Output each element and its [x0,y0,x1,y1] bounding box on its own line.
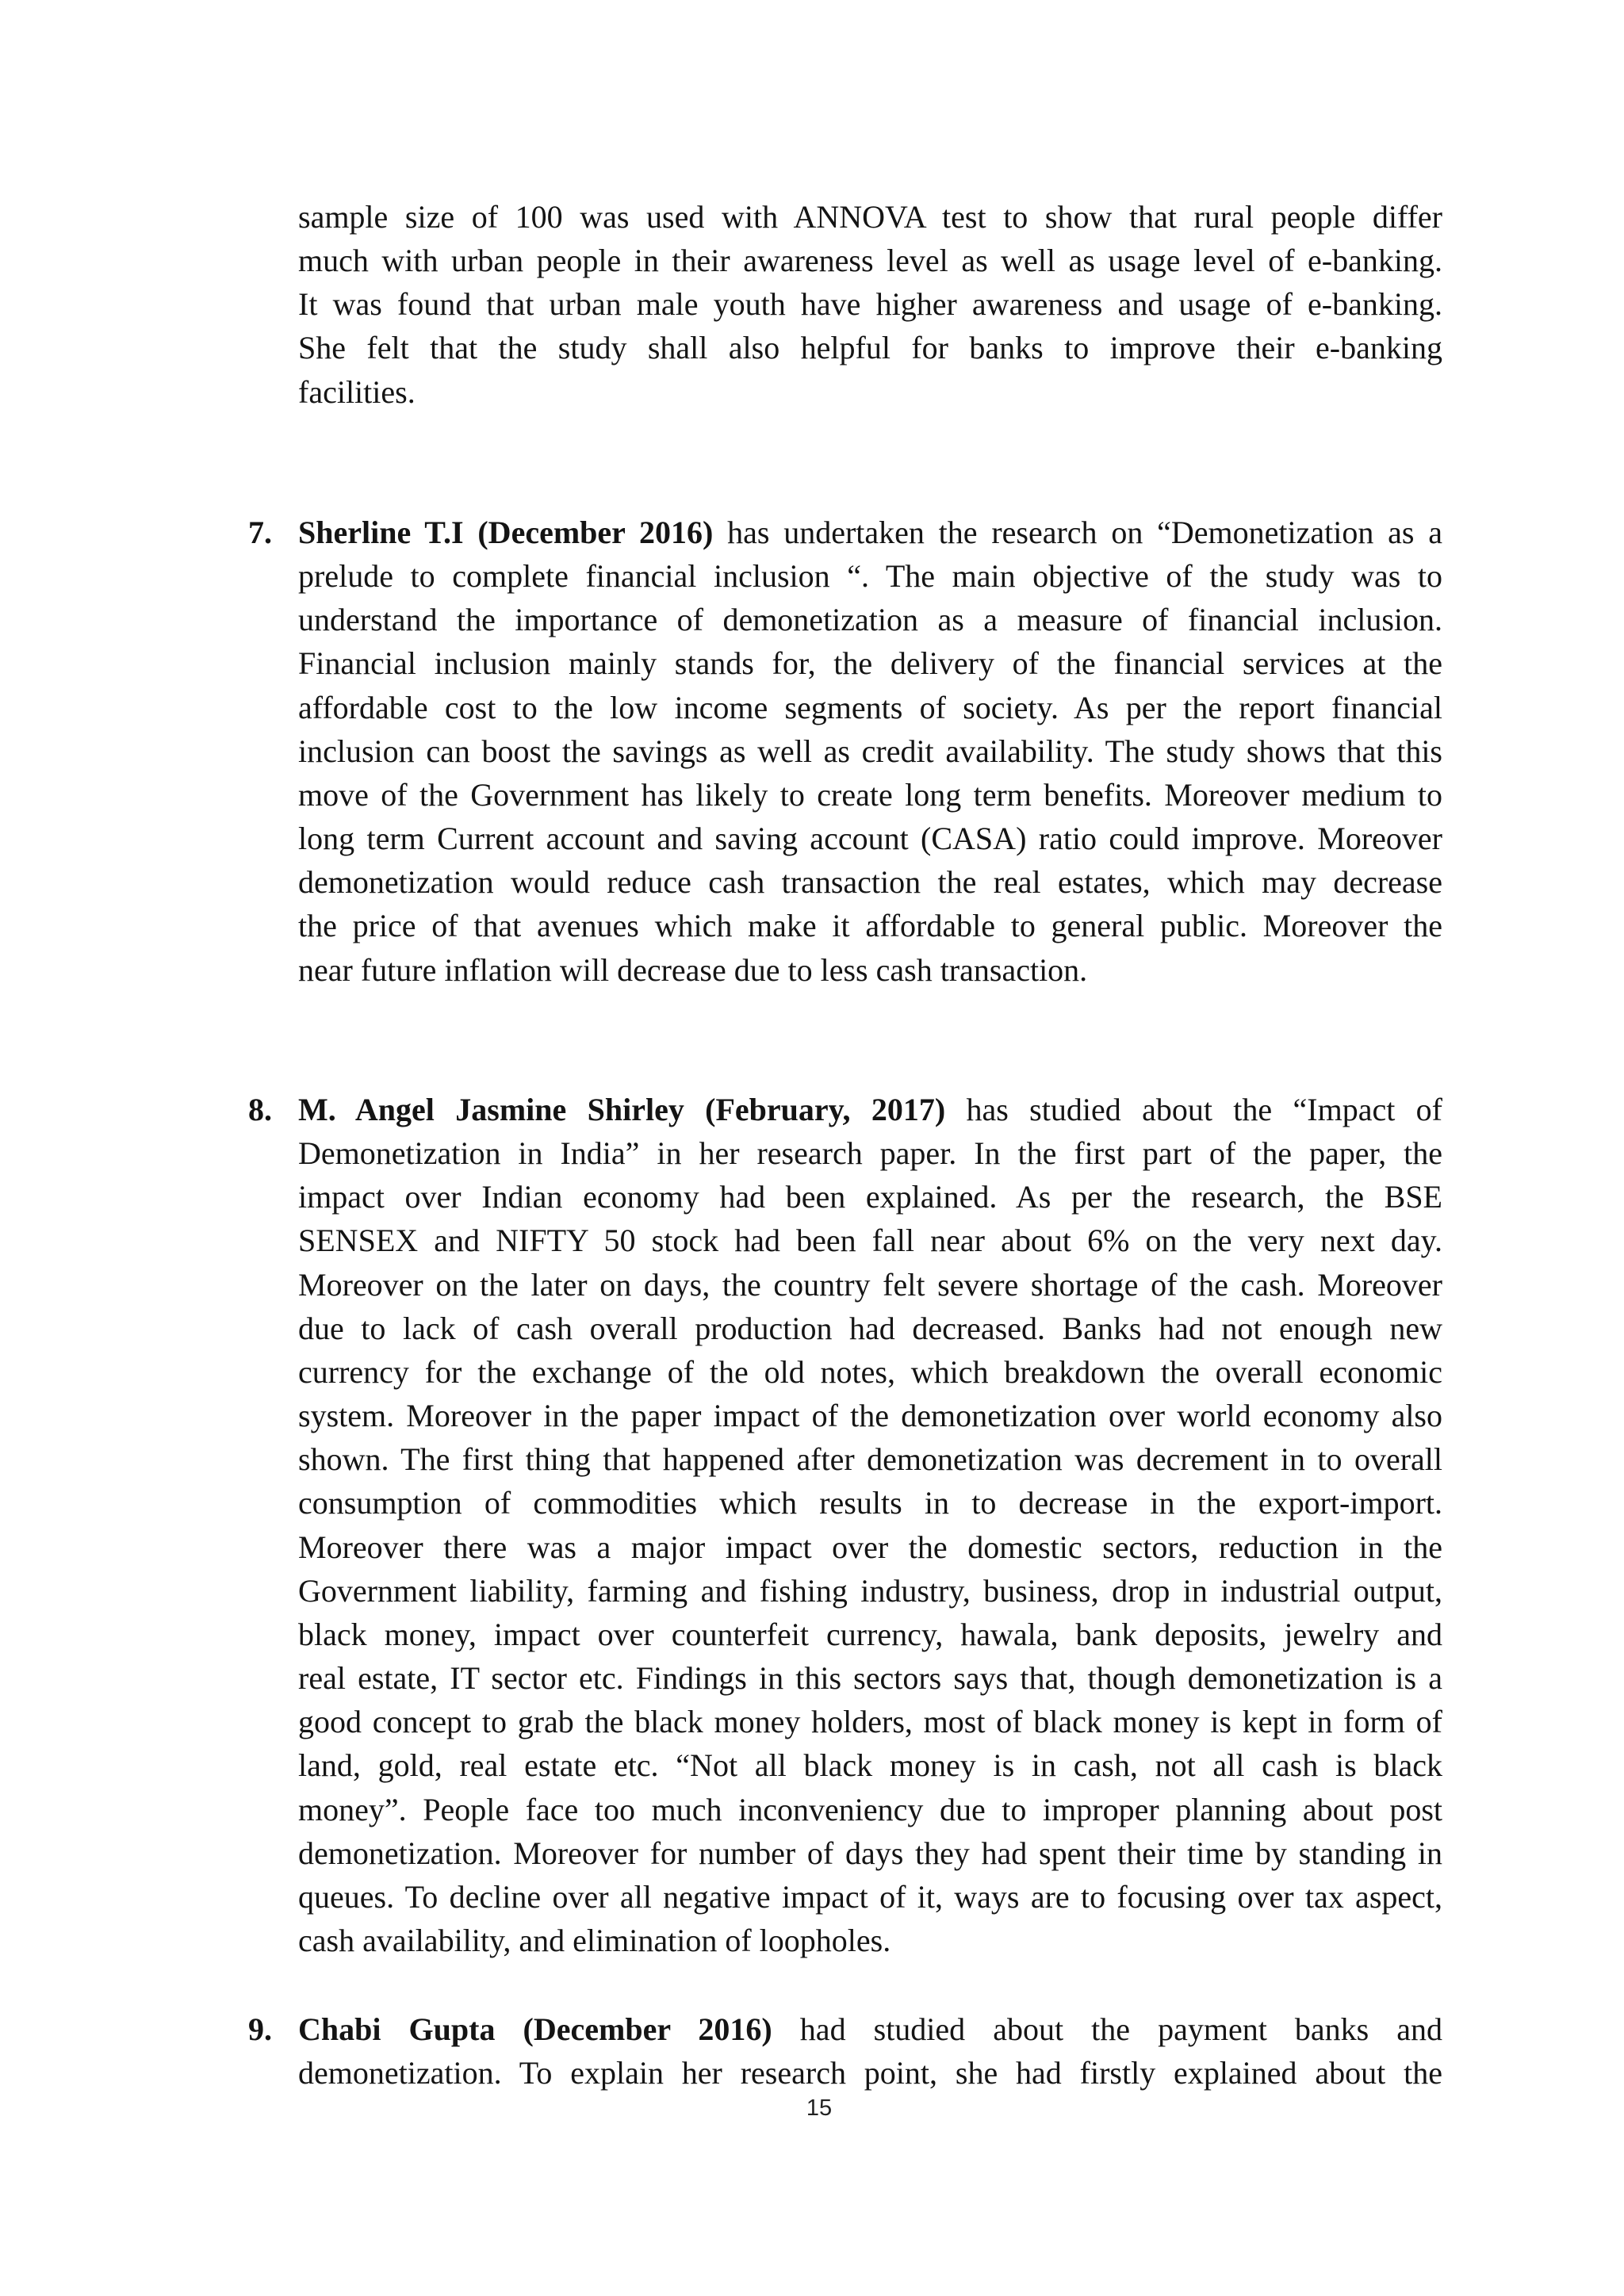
text-line: queues. To decline over all negative impact of it, ways are to focusing over tax aspect, [298,1878,1442,1915]
citation-author-date: M. Angel Jasmine Shirley (February, 2017) [298,1092,946,1127]
list-item-9 [248,2007,1443,2095]
text-line: long term Current account and saving account (CASA) ratio could improve. Moreover [298,821,1442,857]
citation-author-date: Chabi Gupta (December 2016) [298,2011,772,2047]
text-line: cash availability, and elimination of loopholes. [298,1922,891,1958]
text-line: system. Moreover in the paper impact of the demonetization over world economy also [298,1398,1442,1434]
text-line: demonetization. To explain her research point, she had firstly explained about the [298,2055,1442,2091]
text-line: due to lack of cash overall production had decreased. Banks had not enough new [298,1310,1442,1346]
list-item-8 [248,1088,1442,1962]
text-line: understand the importance of demonetization as a measure of financial inclusion. [298,602,1442,638]
paragraph-intro-continuation [298,195,1442,414]
text-line: Demonetization in India” in her research paper. In the first part of the paper, the [298,1135,1442,1172]
text-line [248,511,1443,554]
text-line: prelude to complete financial inclusion “. The main objective of the study was to [298,558,1442,595]
text-line: It was found that urban male youth have higher awareness and usage of e-banking. [298,286,1442,323]
text-line: SENSEX and NIFTY 50 stock had been fall near about 6% on the very next day. [298,1223,1442,1259]
list-number: 8. [248,1092,272,1127]
text-line: much with urban people in their awareness level as well as usage level of e-banking. [298,243,1442,279]
text-line: shown. The first thing that happened after demonetization was decrement in to overall [298,1441,1442,1478]
text-line: the price of that avenues which make it affordable to general public. Moreover the [298,908,1442,944]
text-line: good concept to grab the black money holders, most of black money is kept in form of [298,1704,1442,1740]
text-line: Moreover on the later on days, the country felt severe shortage of the cash. Moreover [298,1266,1442,1303]
text-line: facilities. [298,373,416,410]
text-line: real estate, IT sector etc. Findings in this sectors says that, though demonetization is a [298,1660,1442,1697]
text-line: move of the Government has likely to create long term benefits. Moreover medium to [298,776,1442,813]
text-line: consumption of commodities which results in to decrease in the export-import. [298,1485,1442,1521]
text-line: currency for the exchange of the old notes, which breakdown the overall economic [298,1353,1442,1390]
page-number: 15 [806,2095,833,2121]
list-number: 9. [248,2011,272,2047]
text-line: near future inflation will decrease due to less cash transaction. [298,951,1088,988]
text-line: affordable cost to the low income segments of society. As per the report financial [298,689,1442,725]
text-line: Financial inclusion mainly stands for, the delivery of the financial services at the [298,645,1442,682]
text-line: demonetization would reduce cash transaction the real estates, which may decrease [298,864,1442,901]
text-line [248,2007,1443,2051]
text-line: inclusion can boost the savings as well as credit availability. The study shows that this [298,733,1442,769]
text-line: land, gold, real estate etc. “Not all black money is in cash, not all cash is black [298,1747,1442,1784]
citation-author-date: Sherline T.I (December 2016) [298,515,714,550]
text-line: Moreover there was a major impact over the domestic sectors, reduction in the [298,1529,1442,1565]
text-line: sample size of 100 was used with ANNOVA test to show that rural people differ [298,199,1442,235]
text-line: money”. People face too much inconveniency due to improper planning about post [298,1791,1442,1827]
text-line: She felt that the study shall also helpful for banks to improve their e-banking [298,330,1442,366]
text-line: demonetization. Moreover for number of days they had spent their time by standing in [298,1835,1442,1871]
list-item-7 [248,511,1443,992]
line-text: had studied about the payment banks and [772,2011,1443,2047]
line-text: has undertaken the research on “Demonetization as a [713,515,1443,550]
line-text: has studied about the “Impact of [945,1092,1442,1127]
text-line: impact over Indian economy had been explained. As per the research, the BSE [298,1179,1442,1215]
list-number: 7. [248,515,272,550]
text-line [248,1088,1442,1131]
text-line: Government liability, farming and fishing industry, business, drop in industrial output, [298,1572,1442,1609]
text-line: black money, impact over counterfeit currency, hawala, bank deposits, jewelry and [298,1616,1442,1652]
